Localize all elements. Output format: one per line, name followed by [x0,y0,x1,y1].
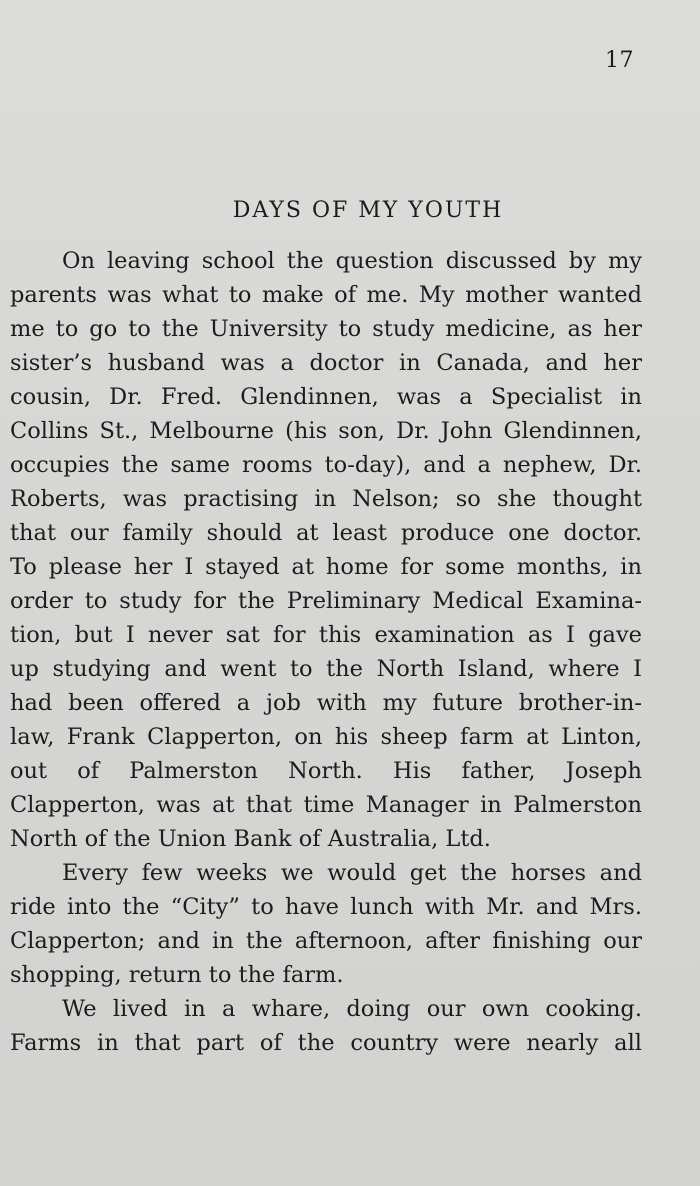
text-line: On leaving school the question discussed by my [62,248,642,274]
text-line: tion, but I never sat for this examination as I gave [10,622,642,648]
text-line: occupies the same rooms to-day), and a nephew, Dr. [10,452,642,478]
text-line: Clapperton; and in the afternoon, after finishing our [10,928,642,954]
text-line: up studying and went to the North Island, where I [10,656,642,682]
text-line: Every few weeks we would get the horses and [62,860,642,886]
text-line: cousin, Dr. Fred. Glendinnen, was a Specialist in [10,384,642,410]
text-line: shopping, return to the farm. [10,962,344,988]
text-line: parents was what to make of me. My mother wanted [10,282,642,308]
text-line: We lived in a whare, doing our own cooking. [62,996,642,1022]
text-line: Clapperton, was at that time Manager in Palmerston [10,792,642,818]
text-line: that our family should at least produce one doctor. [10,520,642,546]
text-line: Collins St., Melbourne (his son, Dr. John Glendinnen, [10,418,642,444]
text-line: order to study for the Preliminary Medical Examina- [10,588,642,614]
text-line: Roberts, was practising in Nelson; so she thought [10,486,642,512]
text-line: out of Palmerston North. His father, Joseph [10,758,642,784]
text-line: sister’s husband was a doctor in Canada, and her [10,350,642,376]
text-line: North of the Union Bank of Australia, Ltd. [10,826,491,852]
text-line: me to go to the University to study medicine, as her [10,316,642,342]
text-line: had been offered a job with my future brother-in- [10,690,642,716]
text-line: ride into the “City” to have lunch with Mr. and Mrs. [10,894,642,920]
text-line: Farms in that part of the country were nearly all [10,1030,642,1056]
text-line: law, Frank Clapperton, on his sheep farm at Linton, [10,724,642,750]
text-line: To please her I stayed at home for some months, in [10,554,642,580]
body-text [10,244,642,1060]
page-number: 17 [605,48,634,73]
chapter-title: DAYS OF MY YOUTH [232,198,504,223]
